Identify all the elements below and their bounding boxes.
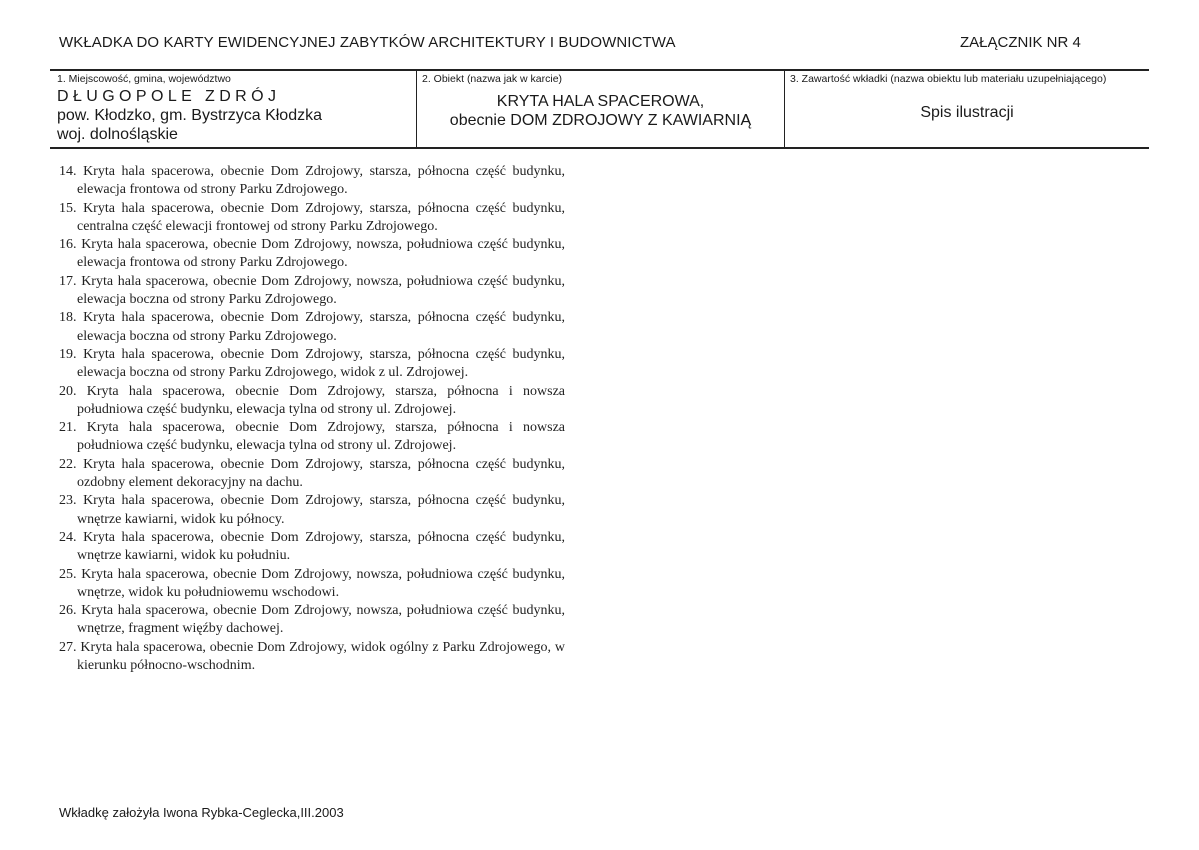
author-note: Wkładkę założyła Iwona Rybka-Ceglecka,III.2003 [59, 805, 344, 820]
county-line: pow. Kłodzko, gm. Bystrzyca Kłodzka [57, 107, 322, 124]
list-item: 23. Kryta hala spacerowa, obecnie Dom Zdrojowy, starsza, północna część budynku, wnętrze kawiarni, widok ku północy. [59, 493, 565, 527]
list-item: 27. Kryta hala spacerowa, obecnie Dom Zdrojowy, widok ogólny z Parku Zdrojowego, w kierunku północno-wschodnim. [59, 639, 565, 674]
object-label: 2. Obiekt (nazwa jak w karcie) [422, 73, 563, 85]
object-name-line2: obecnie DOM ZDROJOWY Z KAWIARNIĄ [449, 112, 752, 129]
list-item: 16. Kryta hala spacerowa, obecnie Dom Zdrojowy, nowsza, południowa część budynku, elewacja frontowa od strony Parku Zdrojowego. [59, 237, 565, 271]
document-title: WKŁADKA DO KARTY EWIDENCYJNEJ ZABYTKÓW ARCHITEKTURY I BUDOWNICTWA [59, 34, 676, 51]
list-item: 19. Kryta hala spacerowa, obecnie Dom Zdrojowy, starsza, północna część budynku, elewacja boczna od strony Parku Zdrojowego, widok z ul. Zdrojowej. [59, 346, 565, 381]
voivodeship-line: woj. dolnośląskie [57, 126, 178, 143]
object-cell [417, 71, 785, 147]
place-name: DŁUGOPOLE ZDRÓJ [57, 88, 281, 105]
list-item: 17. Kryta hala spacerowa, obecnie Dom Zdrojowy, nowsza, południowa część budynku, elewacja boczna od strony Parku Zdrojowego. [59, 273, 565, 308]
list-item: 25. Kryta hala spacerowa, obecnie Dom Zdrojowy, nowsza, południowa część budynku, wnętrze, widok ku południowemu wschodowi. [59, 566, 565, 600]
list-item: 20. Kryta hala spacerowa, obecnie Dom Zdrojowy, starsza, północna i nowsza południowa część budynku, elewacja tylna od strony ul. Zdrojowej. [59, 383, 565, 417]
annex-label: ZAŁĄCZNIK NR 4 [960, 34, 1081, 51]
contents-cell [785, 71, 1149, 147]
form-header-table [50, 69, 1149, 149]
list-item: 18. Kryta hala spacerowa, obecnie Dom Zdrojowy, starsza, północna część budynku, elewacja boczna od strony Parku Zdrojowego. [59, 310, 565, 344]
location-cell [50, 71, 417, 147]
list-item: 15. Kryta hala spacerowa, obecnie Dom Zdrojowy, starsza, północna część budynku, centralna część elewacji frontowej od strony Parku Zdrojowego. [59, 200, 565, 234]
location-label: 1. Miejscowość, gmina, województwo [57, 73, 231, 85]
list-item: 14. Kryta hala spacerowa, obecnie Dom Zdrojowy, starsza, północna część budynku, elewacja frontowa od strony Parku Zdrojowego. [59, 164, 565, 198]
list-item: 24. Kryta hala spacerowa, obecnie Dom Zdrojowy, starsza, północna część budynku, wnętrze kawiarni, widok ku południu. [59, 529, 565, 564]
list-item: 21. Kryta hala spacerowa, obecnie Dom Zdrojowy, starsza, północna i nowsza południowa część budynku, elewacja tylna od strony ul. Zdrojowej. [59, 420, 565, 454]
contents-label: 3. Zawartość wkładki (nazwa obiektu lub materiału uzupełniającego) [790, 73, 1107, 85]
illustration-list [59, 163, 565, 675]
object-name-line1: KRYTA HALA SPACEROWA, [496, 93, 705, 110]
list-item: 22. Kryta hala spacerowa, obecnie Dom Zdrojowy, starsza, północna część budynku, ozdobny element dekoracyjny na dachu. [59, 456, 565, 491]
list-item: 26. Kryta hala spacerowa, obecnie Dom Zdrojowy, nowsza, południowa część budynku, wnętrze, fragment więźby dachowej. [59, 603, 565, 637]
contents-value: Spis ilustracji [920, 104, 1014, 121]
